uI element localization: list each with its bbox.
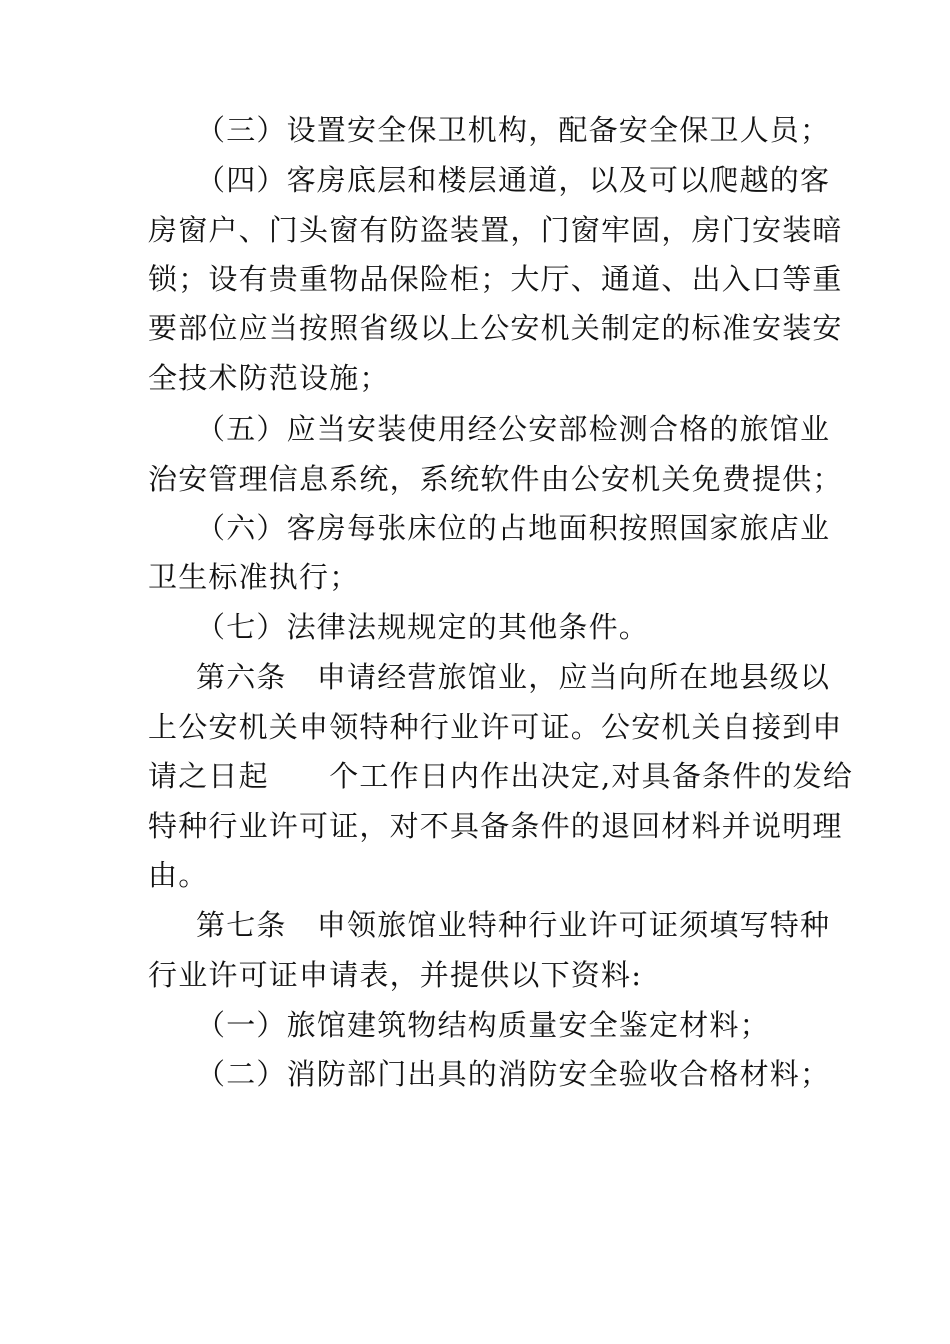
text-line: 上公安机关申领特种行业许可证。公安机关自接到申 — [148, 710, 843, 744]
text-line: 要部位应当按照省级以上公安机关制定的标准安装安 — [148, 311, 843, 345]
text-line: 房窗户、门头窗有防盗装置，门窗牢固，房门安装暗 — [148, 213, 843, 247]
text-line: （二）消防部门出具的消防安全验收合格材料； — [196, 1057, 831, 1091]
text-line: （三）设置安全保卫机构，配备安全保卫人员； — [196, 113, 831, 147]
text-line: （四）客房底层和楼层通道，以及可以爬越的客 — [196, 163, 831, 197]
text-line: （五）应当安装使用经公安部检测合格的旅馆业 — [196, 412, 831, 446]
text-line: 治安管理信息系统，系统软件由公安机关免费提供； — [148, 462, 843, 496]
text-line: （六）客房每张床位的占地面积按照国家旅店业 — [196, 511, 831, 545]
text-line: 全技术防范设施； — [148, 361, 390, 395]
text-line: （七）法律法规规定的其他条件。 — [196, 610, 650, 644]
text-line: 由。 — [148, 858, 209, 892]
text-line: 行业许可证申请表，并提供以下资料: — [148, 958, 643, 992]
text-line: 请之日起 个工作日内作出决定,对具备条件的发给 — [148, 759, 854, 793]
text-line: 第六条 申请经营旅馆业，应当向所在地县级以 — [196, 660, 831, 694]
text-line: 卫生标准执行； — [148, 560, 360, 594]
text-line: 第七条 申领旅馆业特种行业许可证须填写特种 — [196, 908, 831, 942]
text-line: 特种行业许可证，对不具备条件的退回材料并说明理 — [148, 809, 843, 843]
text-line: 锁；设有贵重物品保险柜；大厅、通道、出入口等重 — [148, 262, 843, 296]
text-line: （一）旅馆建筑物结构质量安全鉴定材料； — [196, 1008, 770, 1042]
